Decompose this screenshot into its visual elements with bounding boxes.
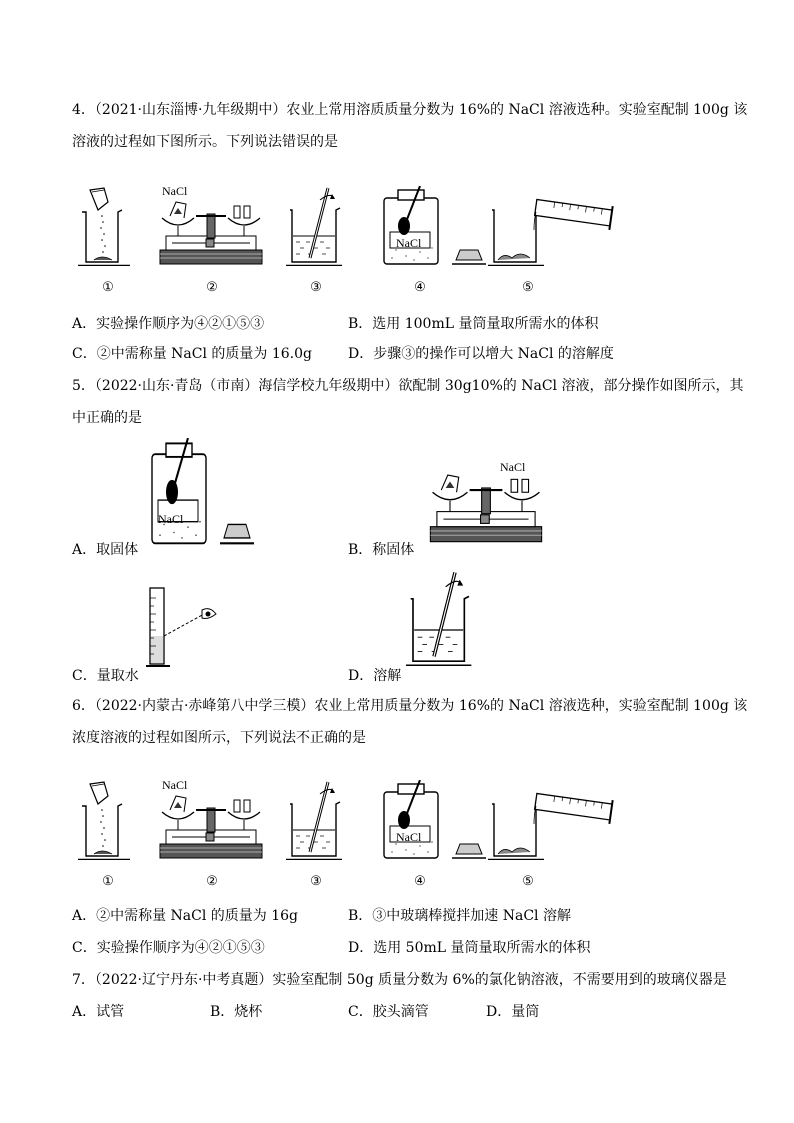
q7-option-a[interactable]: A．试管 [72,1004,125,1020]
q4-stir-beaker-image [286,186,346,266]
q4-option-a[interactable]: A．实验操作顺序为④②①⑤③ [72,316,265,332]
q5-option-c[interactable]: C．量取水 [72,668,139,684]
q7-stem-line1: 7．（2022·辽宁丹东·中考真题）实验室配制 50g 质量分数为 6%的氯化钠溶液，不需要用到的玻璃仪器是 [72,972,727,988]
q6-stem-line2: 浓度溶液的过程如图所示，下列说法不正确的是 [72,730,366,746]
q4-label-5: ⑤ [522,280,534,295]
q6-label-1: ① [102,874,114,889]
q6-stir-beaker-image [286,780,346,860]
q6-label-4: ④ [414,874,426,889]
q4-stem-line1: 4．（2021·山东淄博·九年级期中）农业上常用溶质质量分数为 16%的 NaCl 溶液选种。实验室配制 100g 该 [72,102,748,118]
q5-bottle-nacl-label: NaCl [158,512,184,526]
q4-bottle-nacl-label: NaCl [396,236,422,250]
q4-option-c[interactable]: C．②中需称量 NaCl 的质量为 16.0g [72,346,312,362]
q6-option-b[interactable]: B．③中玻璃棒搅拌加速 NaCl 溶解 [348,908,571,924]
q7-option-c[interactable]: C．胶头滴管 [348,1004,429,1020]
q5-weigh-solid-image [426,460,546,546]
q4-balance-nacl-label: NaCl [162,184,188,198]
q5-dissolve-image [406,570,476,666]
q6-bottle-nacl-label: NaCl [396,830,422,844]
q5-option-d[interactable]: D．溶解 [348,668,402,684]
q4-label-3: ③ [310,280,322,295]
q4-pour-beaker-image [78,186,138,266]
q6-option-a[interactable]: A．②中需称量 NaCl 的质量为 16g [72,908,299,924]
q7-option-b[interactable]: B．烧杯 [210,1004,263,1020]
q4-label-2: ② [206,280,218,295]
q5-stem-line2: 中正确的是 [72,410,142,426]
q6-balance-image [156,782,266,862]
q4-label-1: ① [102,280,114,295]
q6-option-c[interactable]: C．实验操作顺序为④②①⑤③ [72,940,265,956]
q6-balance-nacl-label: NaCl [162,778,188,792]
q6-option-d[interactable]: D．选用 50mL 量筒量取所需水的体积 [348,940,591,956]
q6-reagent-bottle-image [376,780,486,860]
q4-cylinder-pour-image [484,186,624,266]
q4-stem-line2: 溶液的过程如下图所示。下列说法错误的是 [72,134,338,150]
q6-cylinder-pour-image [484,780,624,860]
q6-label-2: ② [206,874,218,889]
q4-option-d[interactable]: D．步骤③的操作可以增大 NaCl 的溶解度 [348,346,614,362]
q4-balance-image [156,188,266,268]
q6-label-3: ③ [310,874,322,889]
q5-balance-nacl-label: NaCl [500,460,526,474]
q6-label-5: ⑤ [522,874,534,889]
q5-take-solid-image [144,438,254,546]
q4-option-b[interactable]: B．选用 100mL 量筒量取所需水的体积 [348,316,599,332]
q4-reagent-bottle-image [376,186,486,266]
q5-stem-line1: 5．（2022·山东·青岛（市南）海信学校九年级期中）欲配制 30g10%的 NaCl 溶液，部分操作如图所示，其 [72,378,744,394]
q5-measure-water-image [146,586,226,668]
q6-stem-line1: 6．（2022·内蒙古·赤峰第八中学三模）农业上常用质量分数为 16%的 NaCl 溶液选种，实验室配制 100g 该 [72,698,748,714]
q5-option-a[interactable]: A．取固体 [72,542,139,558]
q6-pour-beaker-image [78,780,138,860]
q4-label-4: ④ [414,280,426,295]
q7-option-d[interactable]: D．量筒 [486,1004,540,1020]
q5-option-b[interactable]: B．称固体 [348,542,415,558]
